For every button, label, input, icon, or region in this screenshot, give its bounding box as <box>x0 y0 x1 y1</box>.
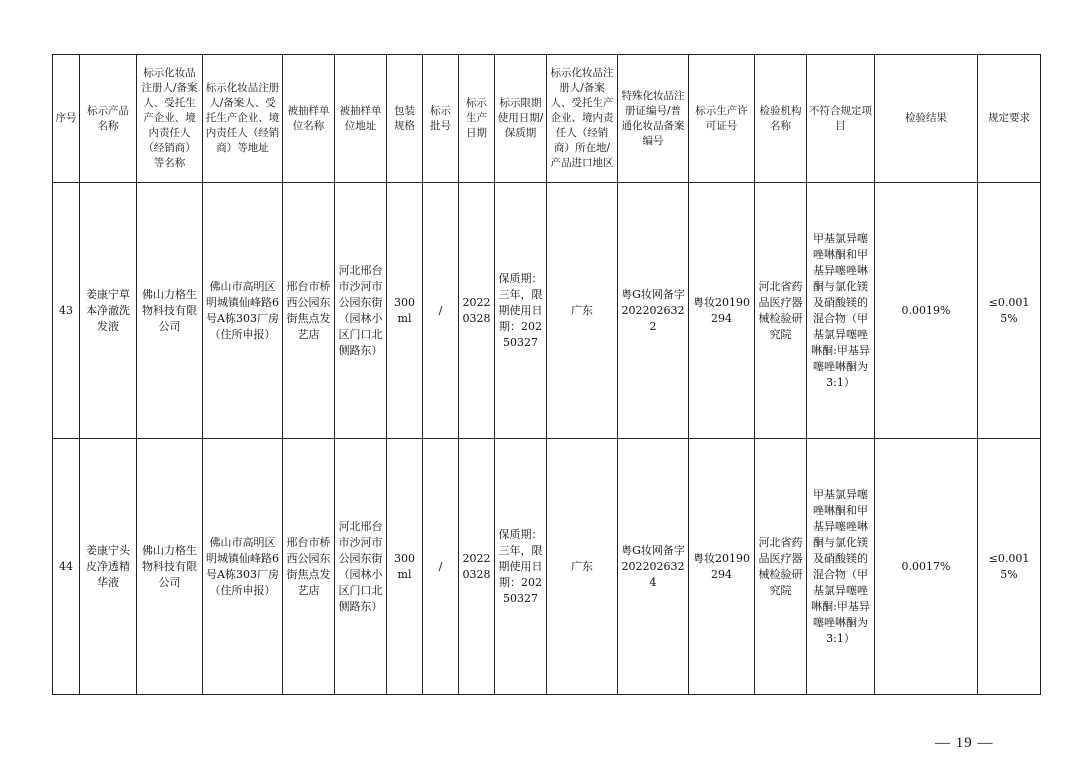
cell-item: 甲基氯异噻唑啉酮和甲基异噻唑啉酮与氯化镁及硝酸镁的混合物（甲基氯异噻唑啉酮:甲基异噻唑啉酮为3:1） <box>807 183 875 439</box>
cell-lab: 河北省药品医疗器械检验研究院 <box>755 439 807 695</box>
col-header-reg-no: 特殊化妆品注册证编号/普通化妆品备案编号 <box>618 55 689 183</box>
cell-sampled-unit: 邢台市桥西公园东街焦点发艺店 <box>283 183 335 439</box>
cell-result: 0.0019% <box>875 183 978 439</box>
col-header-license: 标示生产许可证号 <box>689 55 755 183</box>
cell-no: 43 <box>53 183 80 439</box>
col-header-lab: 检验机构名称 <box>755 55 807 183</box>
cell-company: 佛山力格生物科技有限公司 <box>137 183 203 439</box>
cell-address: 佛山市高明区明城镇仙峰路6号A栋303厂房（住所申报） <box>203 183 283 439</box>
cell-address: 佛山市高明区明城镇仙峰路6号A栋303厂房（住所申报） <box>203 439 283 695</box>
cell-requirement: ≤0.0015% <box>978 439 1041 695</box>
col-header-result: 检验结果 <box>875 55 978 183</box>
cell-company: 佛山力格生物科技有限公司 <box>137 439 203 695</box>
cell-batch: / <box>423 439 459 695</box>
cell-shelf-life: 保质期：三年，限期使用日期：20250327 <box>495 439 547 695</box>
col-header-spec: 包装规格 <box>387 55 423 183</box>
cell-product: 姜康宁头皮净透精华液 <box>80 439 137 695</box>
col-header-address: 标示化妆品注册人/备案人、受托生产企业、境内责任人（经销商）等地址 <box>203 55 283 183</box>
cell-reg-no: 粤G妆网备字2022026324 <box>618 439 689 695</box>
cell-item: 甲基氯异噻唑啉酮和甲基异噻唑啉酮与氯化镁及硝酸镁的混合物（甲基氯异噻唑啉酮:甲基异噻唑啉酮为3:1） <box>807 439 875 695</box>
col-header-batch: 标示批号 <box>423 55 459 183</box>
cell-shelf-life: 保质期：三年，限期使用日期：20250327 <box>495 183 547 439</box>
cell-spec: 300ml <box>387 183 423 439</box>
cell-product: 姜康宁草本净澈洗发液 <box>80 183 137 439</box>
table-row <box>53 439 1041 695</box>
cell-prod-date: 20220328 <box>459 183 495 439</box>
cell-requirement: ≤0.0015% <box>978 183 1041 439</box>
page-number: — 19 — <box>935 735 994 751</box>
cell-batch: / <box>423 183 459 439</box>
col-header-sampled-unit: 被抽样单位名称 <box>283 55 335 183</box>
inspection-table <box>52 54 1041 695</box>
cell-reg-no: 粤G妆网备字2022026322 <box>618 183 689 439</box>
cell-sampled-address: 河北邢台市沙河市公园东街（园林小区门口北侧路东） <box>335 183 387 439</box>
col-header-shelf-life: 标示限期使用日期/保质期 <box>495 55 547 183</box>
col-header-item: 不符合规定项目 <box>807 55 875 183</box>
cell-lab: 河北省药品医疗器械检验研究院 <box>755 183 807 439</box>
col-header-sampled-address: 被抽样单位地址 <box>335 55 387 183</box>
cell-prod-date: 20220328 <box>459 439 495 695</box>
cell-region: 广东 <box>547 183 618 439</box>
table-row <box>53 183 1041 439</box>
col-header-company: 标示化妆品注册人/备案人、受托生产企业、境内责任人（经销商）等名称 <box>137 55 203 183</box>
cell-sampled-address: 河北邢台市沙河市公园东街（园林小区门口北侧路东） <box>335 439 387 695</box>
cell-sampled-unit: 邢台市桥西公园东街焦点发艺店 <box>283 439 335 695</box>
cell-result: 0.0017% <box>875 439 978 695</box>
cell-no: 44 <box>53 439 80 695</box>
cell-license: 粤妆20190294 <box>689 183 755 439</box>
col-header-no: 序号 <box>53 55 80 183</box>
col-header-prod-date: 标示生产日期 <box>459 55 495 183</box>
cell-region: 广东 <box>547 439 618 695</box>
cell-license: 粤妆20190294 <box>689 439 755 695</box>
col-header-requirement: 规定要求 <box>978 55 1041 183</box>
col-header-product: 标示产品名称 <box>80 55 137 183</box>
col-header-region: 标示化妆品注册人/备案人、受托生产企业、境内责任人（经销商）所在地/产品进口地区 <box>547 55 618 183</box>
cell-spec: 300ml <box>387 439 423 695</box>
header-row <box>53 55 1041 183</box>
